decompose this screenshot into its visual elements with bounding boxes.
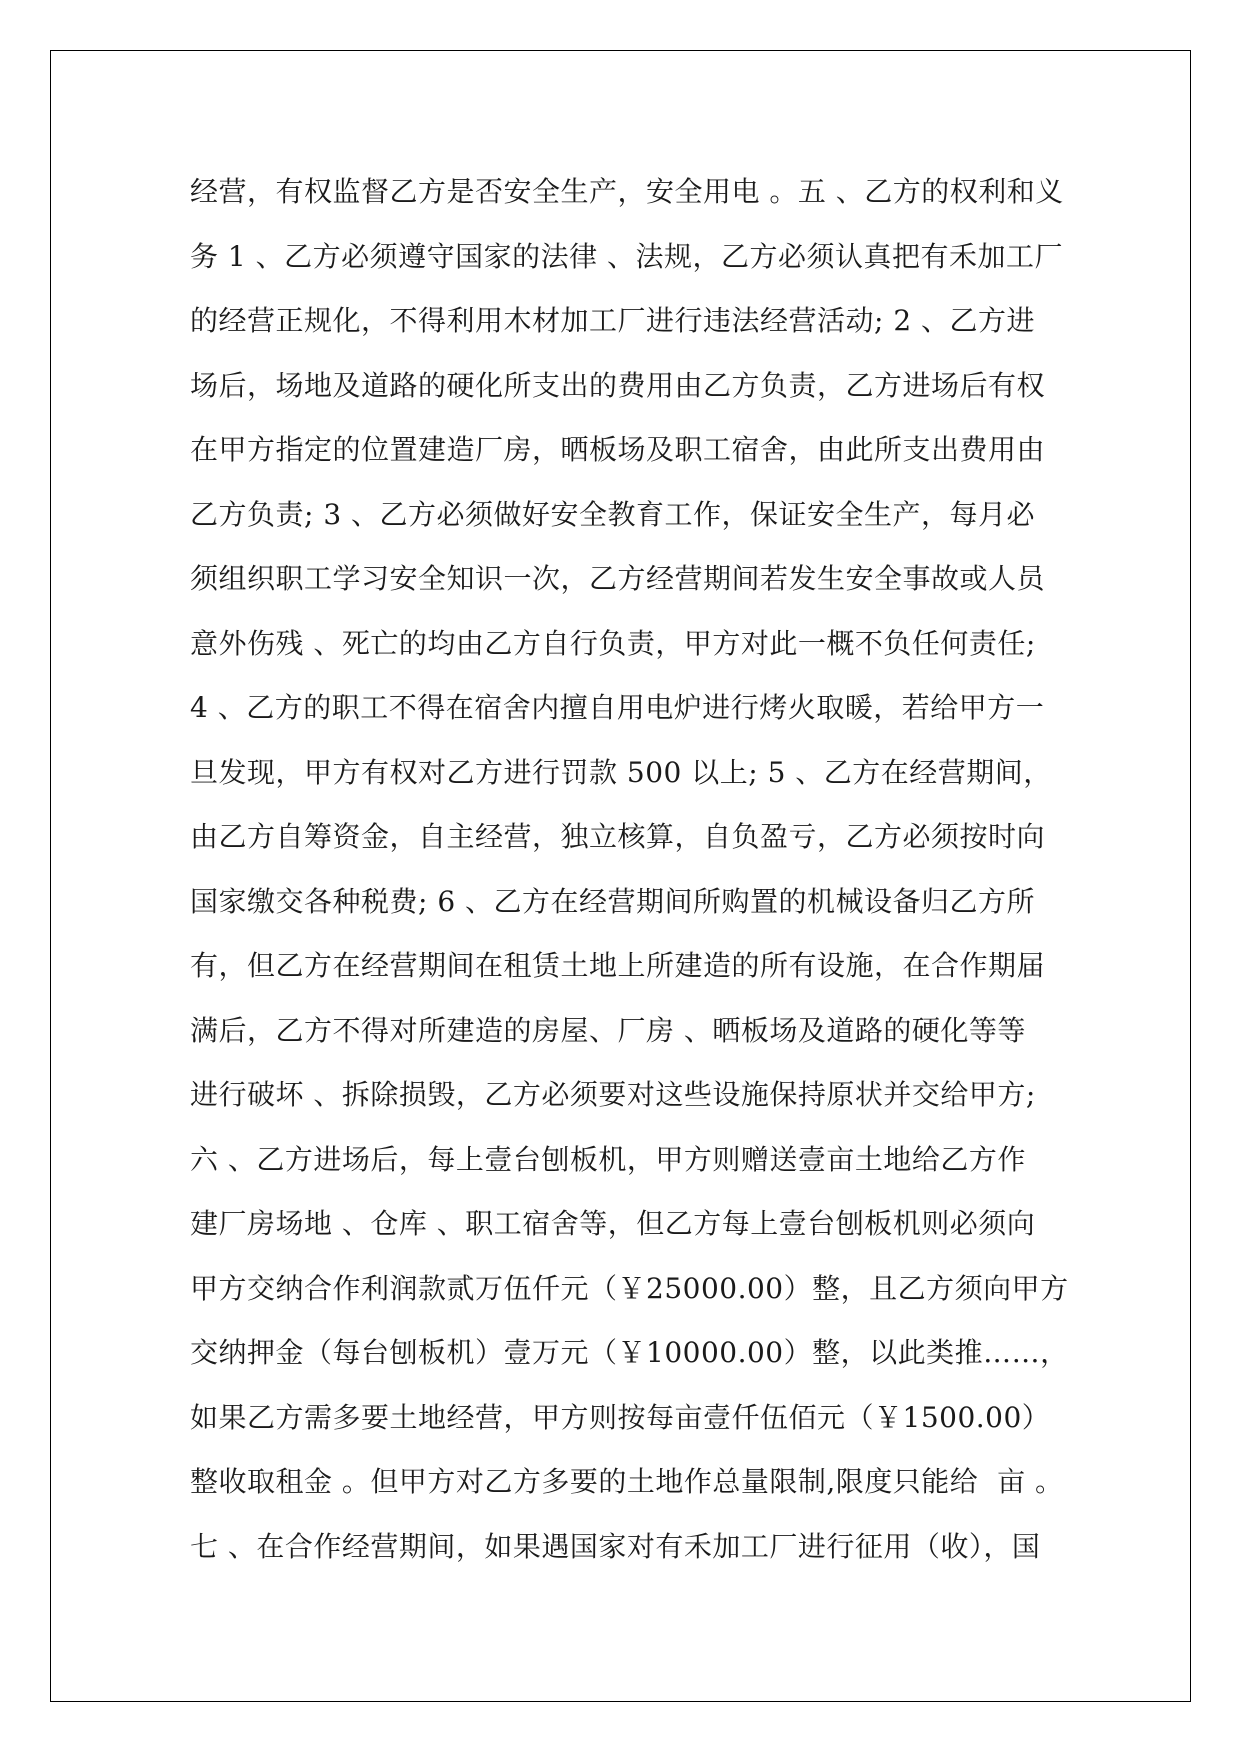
- text-line: 如果乙方需多要土地经营，甲方则按每亩壹仟伍佰元（￥1500.00）: [190, 1400, 1051, 1434]
- text-line: 旦发现，甲方有权对乙方进行罚款 500 以上; 5 、乙方在经营期间，: [190, 755, 1052, 789]
- text-line: 的经营正规化，不得利用木材加工厂进行违法经营活动; 2 、乙方进: [190, 304, 1036, 337]
- text-line: 甲方交纳合作利润款贰万伍仟元（￥25000.00）整，且乙方须向甲方: [190, 1271, 1069, 1305]
- text-line: 整收取租金 。但甲方对乙方多要的土地作总量限制,限度只能给 亩 。: [190, 1465, 1064, 1498]
- text-line: 务 1 、乙方必须遵守国家的法律 、法规，乙方必须认真把有禾加工厂: [190, 239, 1064, 273]
- text-line: 七 、在合作经营期间，如果遇国家对有禾加工厂进行征用（收），国: [190, 1529, 1041, 1563]
- text-line: 在甲方指定的位置建造厂房，晒板场及职工宿舍，由此所支出费用由: [190, 433, 1046, 466]
- text-line: 交纳押金（每台刨板机）壹万元（￥10000.00）整，以此类推……，: [190, 1336, 1069, 1369]
- text-line: 进行破坏 、拆除损毁，乙方必须要对这些设施保持原状并交给甲方;: [190, 1078, 1036, 1111]
- text-line: 须组织职工学习安全知识一次，乙方经营期间若发生安全事故或人员: [190, 562, 1046, 595]
- text-line: 乙方负责; 3 、乙方必须做好安全教育工作，保证安全生产，每月必: [190, 497, 1036, 531]
- text-line: 4 、乙方的职工不得在宿舍内擅自用电炉进行烤火取暖，若给甲方一: [190, 691, 1045, 724]
- text-line: 六 、乙方进场后，每上壹台刨板机，甲方则赠送壹亩土地给乙方作: [190, 1142, 1026, 1176]
- text-line: 场后，场地及道路的硬化所支出的费用由乙方负责，乙方进场后有权: [190, 368, 1046, 402]
- text-line: 国家缴交各种税费; 6 、乙方在经营期间所购置的机械设备归乙方所: [190, 884, 1036, 918]
- text-line: 有，但乙方在经营期间在租赁土地上所建造的所有设施，在合作期届: [190, 949, 1046, 982]
- document-body: [190, 160, 1070, 1579]
- text-line: 满后，乙方不得对所建造的房屋、厂房 、晒板场及道路的硬化等等: [190, 1013, 1026, 1047]
- text-line: 经营，有权监督乙方是否安全生产，安全用电 。五 、乙方的权利和义: [190, 175, 1064, 208]
- text-line: 由乙方自筹资金，自主经营，独立核算，自负盈亏，乙方必须按时向: [190, 820, 1046, 853]
- text-line: 意外伤残 、死亡的均由乙方自行负责，甲方对此一概不负任何责任;: [190, 626, 1036, 660]
- text-line: 建厂房场地 、仓库 、职工宿舍等，但乙方每上壹台刨板机则必须向: [190, 1207, 1036, 1240]
